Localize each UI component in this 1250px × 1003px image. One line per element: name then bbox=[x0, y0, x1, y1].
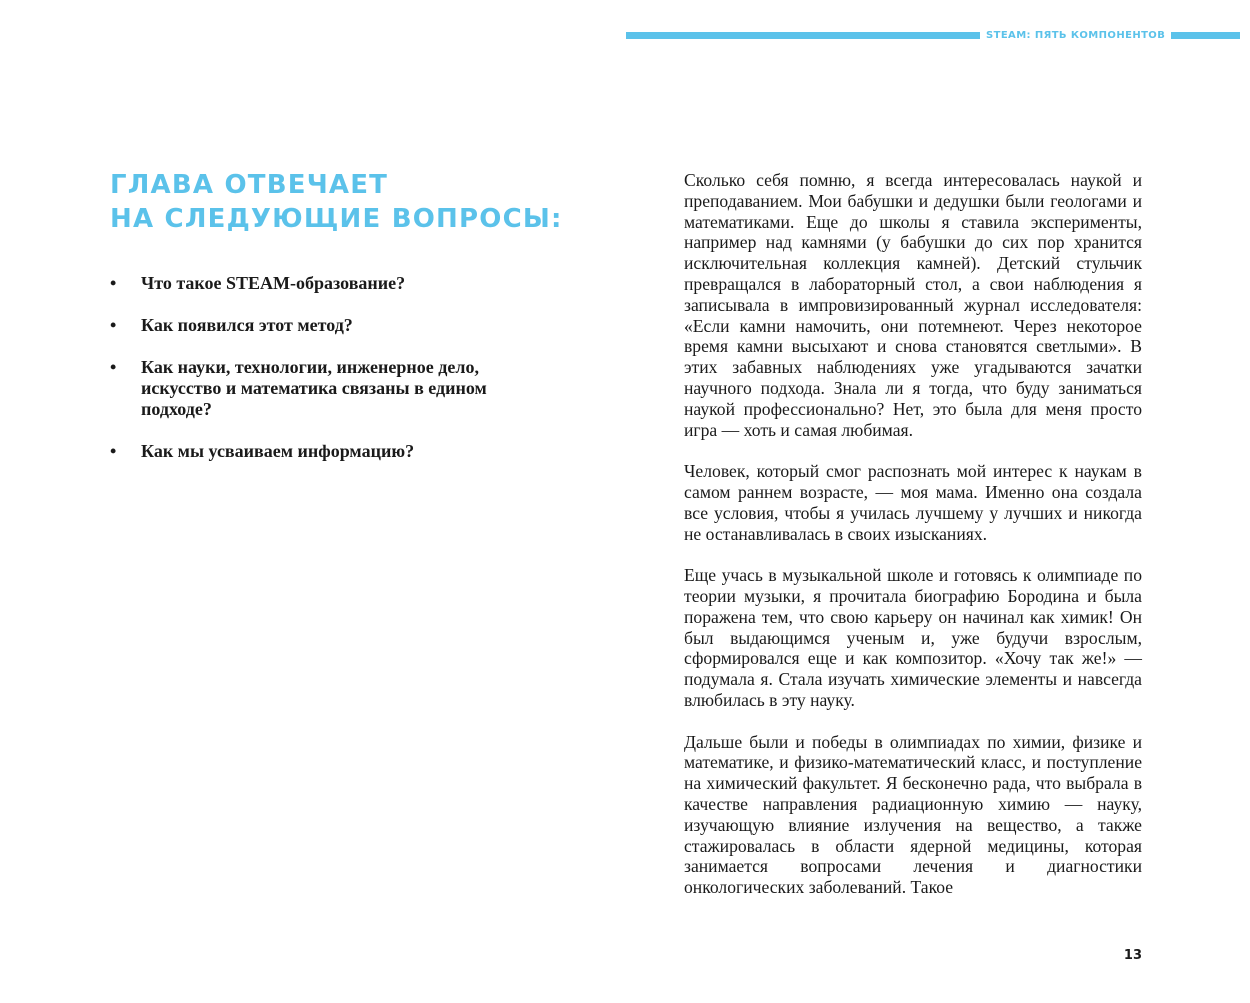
running-head-rule-right bbox=[1171, 32, 1240, 39]
bullet-icon: • bbox=[110, 357, 117, 377]
body-paragraph: Дальше были и победы в олимпиадах по химии, физике и математике, и физико-математический класс, и поступление на химический факультет. Я бесконечно рада, что выбрала в качестве направления радиационную химию — науку, изучающую влияние излучения на вещество, а также стажировалась в области ядерной медицины, которая занимается вопросами лечения и диагностики онкологических заболеваний. Такое bbox=[684, 731, 1142, 898]
question-text: Что такое STEAM-образование? bbox=[141, 273, 406, 293]
question-text: Как науки, технологии, инженерное дело, искусство и математика связаны в едином подходе? bbox=[141, 357, 487, 419]
chapter-heading bbox=[110, 168, 563, 236]
chapter-heading-line-2: НА СЛЕДУЮЩИЕ ВОПРОСЫ: bbox=[110, 204, 563, 234]
body-paragraph: Еще учась в музыкальной школе и готовясь к олимпиаде по теории музыки, я прочитала биографию Бородина и была поражена тем, что свою карьеру он начинал как химик! Он был выдающимся ученым и, уже будучи взрослым, сформировался еще и как композитор. «Хочу так же!» — подумала я. Стала изучать химические элементы и навсегда влюбилась в эту науку. bbox=[684, 565, 1142, 710]
question-item bbox=[110, 357, 540, 420]
question-item bbox=[110, 315, 540, 336]
question-item bbox=[110, 441, 540, 462]
chapter-questions-list bbox=[110, 273, 540, 483]
body-paragraph: Человек, который смог распознать мой интерес к наукам в самом раннем возрасте, — моя мама. Именно она создала все условия, чтобы я училась лучшему у лучших и никогда не останавливалась в своих изысканиях. bbox=[684, 461, 1142, 544]
running-head bbox=[626, 28, 1240, 42]
chapter-heading-line-1: ГЛАВА ОТВЕЧАЕТ bbox=[110, 170, 389, 200]
bullet-icon: • bbox=[110, 315, 117, 335]
question-text: Как мы усваиваем информацию? bbox=[141, 441, 415, 461]
question-item bbox=[110, 273, 540, 294]
bullet-icon: • bbox=[110, 273, 117, 293]
running-head-rule-left bbox=[626, 32, 980, 39]
body-paragraph: Сколько себя помню, я всегда интересовалась наукой и преподаванием. Мои бабушки и дедушки были геологами и математиками. Еще до школы я ставила эксперименты, например над камнями (у бабушки до сих пор хранится исключительная коллекция камней). Детский стульчик превращался в лабораторный стол, а свои наблюдения я записывала в импровизированный журнал исследователя: «Если камни намочить, они потемнеют. Через некоторое время камни высыхают и снова становятся светлыми». В этих забавных наблюдениях уже угадываются зачатки научного подхода. Знала ли я тогда, что буду заниматься наукой профессионально? Нет, это была для меня просто игра — хоть и самая любимая. bbox=[684, 170, 1142, 440]
question-text: Как появился этот метод? bbox=[141, 315, 353, 335]
body-text bbox=[684, 170, 1142, 898]
bullet-icon: • bbox=[110, 441, 117, 461]
page-number: 13 bbox=[1123, 948, 1142, 963]
running-head-title: STEAM: ПЯТЬ КОМПОНЕНТОВ bbox=[986, 29, 1166, 41]
